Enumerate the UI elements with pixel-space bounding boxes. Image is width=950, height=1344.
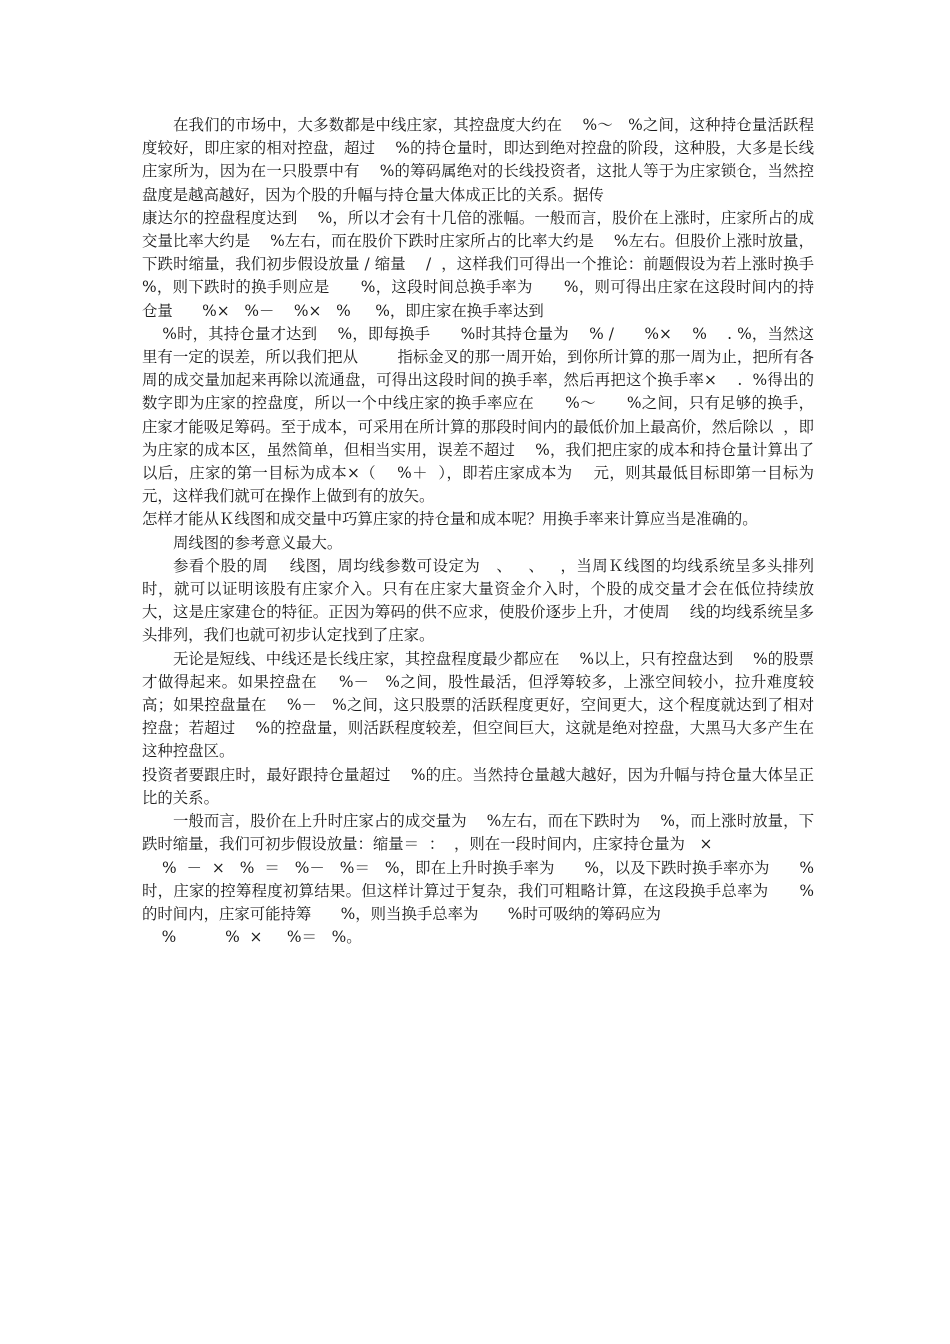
paragraph-7: 一般而言，股价在上升时庄家占的成交量为 %左右，而在下跌时为 %，而上涨时放量，下跌时缩量，我们可初步假设放量：缩量＝ ： ，则在一段时间内，庄家持仓量为 × % － × % ＝ %－ %＝ %，即在上升时换手率为 %，以及下跌时换手率亦为 %时，庄家的控筹程度初算结果。但这样计算过于复杂，我们可粗略计算，在这段换手总率为 %的时间内，庄家可能持筹 %，则当换手总率为 %时可吸纳的筹码应为 % % × %＝ %。 bbox=[142, 812, 814, 947]
paragraph-6: 投资者要跟庄时，最好跟持仓量超过 %的庄。当然持仓量越大越好，因为升幅与持仓量大体呈正比的关系。 bbox=[142, 765, 814, 807]
paragraph-4: 参看个股的周 线图，周均线参数可设定为 、 、 ，当周Ｋ线图的均线系统呈多头排列时，就可以证明该股有庄家介入。只有在庄家大量资金介入时，个股的成交量才会在低位持续放大，这是庄家建仓的特征。正因为筹码的供不应求，使股价逐步上升，才使周 线的均线系统呈多头排列，我们也就可初步认定找到了庄家。 bbox=[142, 556, 814, 645]
document-page bbox=[142, 114, 814, 949]
paragraph-3: 周线图的参考意义最大。 bbox=[173, 533, 343, 552]
paragraph-1: 在我们的市场中，大多数都是中线庄家，其控盘度大约在 %～ %之间，这种持仓量活跃程度较好，即庄家的相对控盘，超过 %的持仓量时，即达到绝对控盘的阶段，这种股，大多是长线庄家所为，因为在一只股票中有 %的筹码属绝对的长线投资者，这批人等于为庄家锁仓，当然控盘度是越高越好，因为个股的升幅与持仓量大体成正比的关系。据传 康达尔的控盘程度达到 %，所以才会有十几倍的涨幅。一般而言，股价在上涨时，庄家所占的成交量比率大约是 %左右，而在股价下跌时庄家所占的比率大约是 %左右。但股价上涨时放量，下跌时缩量，我们初步假设放量 / 缩量 / ，这样我们可得出一个推论：前题假设为若上涨时换手 %，则下跌时的换手则应是 %，这段时间总换手率为 %，则可得出庄家在这段时间内的持仓量 %× %－ %× % %，即庄家在换手率达到 %时，其持仓量才达到 %，即每换手 %时其持仓量为 % / %× % . %，当然这里有一定的误差，所以我们把从 指标金叉的那一周开始，到你所计算的那一周为止，把所有各周的成交量加起来再除以流通盘，可得出这段时间的换手率，然后再把这个换手率× . %得出的数字即为庄家的控盘度，所以一个中线庄家的换手率应在 %～ %之间，只有足够的换手，庄家才能吸足筹码。至于成本，可采用在所计算的那段时间内的最低价加上最高价，然后除以 ，即为庄家的成本区，虽然简单，但相当实用，误差不超过 %，我们把庄家的成本和持仓量计算出了以后，庄家的第一目标为成本×（ %＋ ），即若庄家成本为 元，则其最低目标即第一目标为 元，这样我们就可在操作上做到有的放矢。 bbox=[142, 116, 814, 506]
paragraph-2: 怎样才能从Ｋ线图和成交量中巧算庄家的持仓量和成本呢？用换手率来计算应当是准确的。 bbox=[142, 510, 758, 529]
paragraph-5: 无论是短线、中线还是长线庄家，其控盘程度最少都应在 %以上，只有控盘达到 %的股票才做得起来。如果控盘在 %－ %之间，股性最活，但浮筹较多，上涨空间较小，拉升难度较高；如果控盘量在 %－ %之间，这只股票的活跃程度更好，空间更大，这个程度就达到了相对控盘；若超过 %的控盘量，则活跃程度较差，但空间巨大，这就是绝对控盘，大黑马大多产生在这种控盘区。 bbox=[142, 649, 814, 761]
